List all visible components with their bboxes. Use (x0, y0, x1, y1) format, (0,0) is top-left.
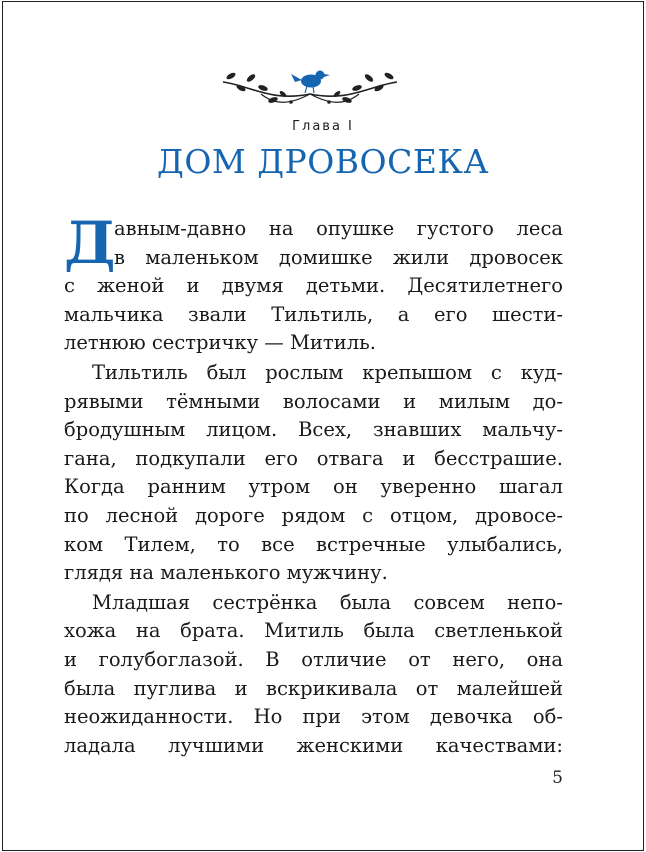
chapter-label: Глава I (292, 119, 354, 134)
paragraph (64, 209, 563, 358)
text-line: летнюю сестричку — Митиль. (64, 331, 376, 355)
text-line: и голубоглазой. В отличие от него, она (64, 647, 563, 671)
paragraph (64, 359, 563, 588)
text-line: хожа на брата. Митиль была светленькой (64, 619, 563, 643)
book-page (2, 1, 644, 851)
text-line: Младшая сестрёнка была совсем непо- (92, 590, 563, 614)
text-line: была пуглива и вскрикивала от малейшей (64, 676, 563, 700)
text-line: мальчика звали Тильтиль, а его шести- (64, 302, 563, 326)
paragraph (64, 589, 563, 761)
text-line: Когда ранним утром он уверенно шагал (64, 475, 563, 499)
bird-on-branch-icon (221, 64, 399, 110)
text-line: авным-давно на опушке густого леса (114, 217, 563, 240)
text-line: Тильтиль был рослым крепышом с куд- (92, 360, 563, 384)
drop-cap: Д (64, 209, 116, 277)
text-line: ладала лучшими женскими качествами: (64, 733, 563, 757)
text-line: гана, подкупали его отвага и бесстрашие. (64, 446, 563, 470)
text-line: рявыми тёмными волосами и милым до- (64, 389, 563, 413)
text-line: в маленьком домишке жили дровосек (114, 245, 563, 269)
text-line: ком Тилем, то все встречные улыбались, (64, 532, 563, 556)
body-text (64, 209, 563, 761)
text-line: по лесной дороге рядом с отцом, дровосе- (64, 503, 563, 527)
text-line: с женой и двумя детьми. Десятилетнего (64, 274, 563, 298)
chapter-title: ДОМ ДРОВОСЕКА (157, 142, 489, 181)
text-line: неожиданности. Но при этом девочка об- (64, 705, 563, 729)
text-line: глядя на маленького мужчину. (64, 561, 388, 585)
text-line: бродушным лицом. Всех, знавших мальчу- (64, 418, 563, 442)
page-number: 5 (552, 768, 563, 788)
